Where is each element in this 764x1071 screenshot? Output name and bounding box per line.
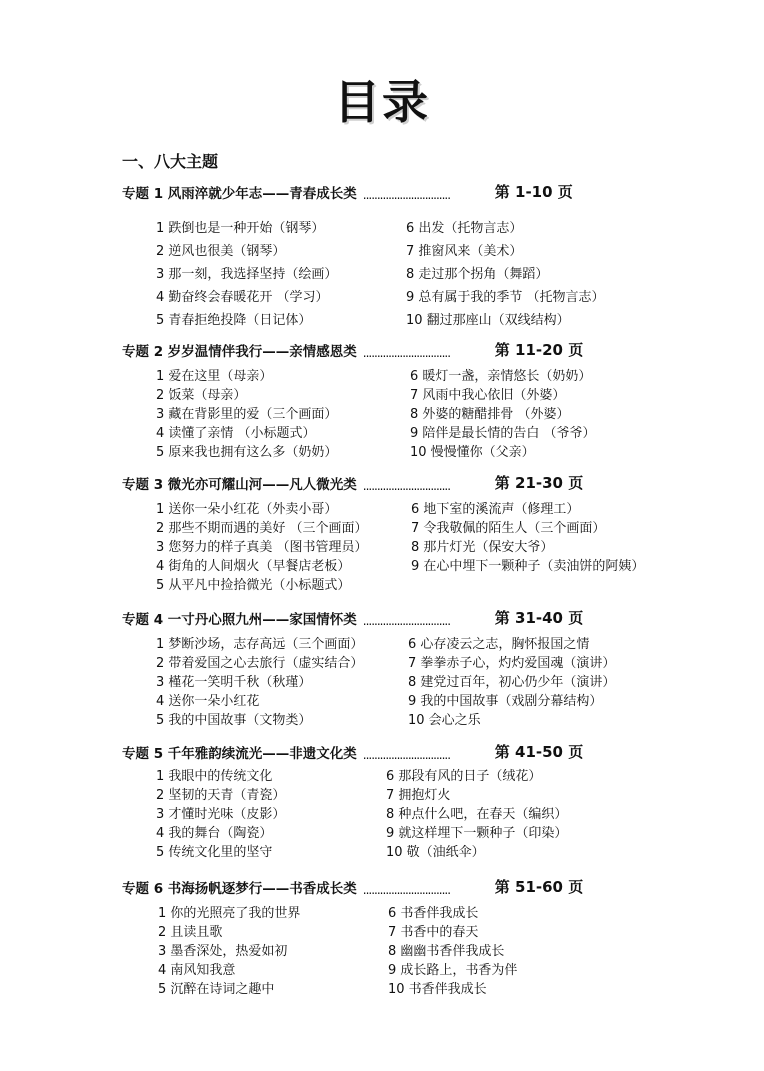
entry-list-right [411,500,661,595]
entry-list-left [156,500,368,595]
list-item: 8 幽幽书香伴我成长 [388,944,505,959]
leader-dots: ............................... [362,346,451,360]
leader-dots: ............................... [362,748,451,762]
topic-5 [122,741,682,871]
topic-header [122,607,682,628]
list-item: 6 暖灯一盏，亲情悠长（奶奶） [410,369,592,384]
entry-list-left [158,904,300,999]
list-item: 8 外婆的糖醋排骨 （外婆） [410,407,570,422]
list-item: 3 藏在背影里的爱（三个画面） [156,407,338,422]
list-item: 4 勤奋终会春暖花开 （学习） [156,290,329,305]
section-heading: 一、八大主题 [122,152,219,171]
topic-title: 专题 3 微光亦可耀山河——凡人微光类 [122,477,357,493]
list-item: 7 推窗风来（美术） [406,244,523,259]
page-range: 第 41-50 页 [494,743,584,761]
list-item: 8 建党过百年，初心仍少年（演讲） [408,675,616,690]
leader-dots: ............................... [362,188,451,202]
list-item: 1 爱在这里（母亲） [156,369,273,384]
entry-list-right [408,635,615,730]
entry-list-left [156,219,337,330]
list-item: 6 地下室的溪流声（修理工） [411,502,580,517]
leader-dots: ............................... [362,479,451,493]
list-item: 6 那段有风的日子（绒花） [386,769,542,784]
list-item: 1 梦断沙场，志存高远（三个画面） [156,637,364,652]
list-item: 3 那一刻，我选择坚持（绘画） [156,267,338,282]
page-range: 第 1-10 页 [494,183,573,201]
topic-3 [122,472,682,602]
list-item: 1 送你一朵小红花（外卖小哥） [156,502,338,517]
list-item: 2 那些不期而遇的美好 （三个画面） [156,521,368,536]
list-item: 5 沉醉在诗词之趣中 [158,982,275,997]
topic-title: 专题 1 风雨淬就少年志——青春成长类 [122,186,357,202]
entry-list-left [156,635,363,730]
list-item: 4 读懂了亲情 （小标题式） [156,426,316,441]
list-item: 9 陪伴是最长情的告白 （爷爷） [410,426,596,441]
list-item: 7 拥抱灯火 [386,788,451,803]
topic-header [122,876,682,897]
topic-title: 专题 6 书海扬帆逐梦行——书香成长类 [122,881,357,897]
topic-title: 专题 2 岁岁温情伴我行——亲情感恩类 [122,344,357,360]
list-item: 4 街角的人间烟火（早餐店老板） [156,559,351,574]
list-item: 5 从平凡中捡拾微光（小标题式） [156,578,351,593]
entry-list-left [156,767,285,862]
list-item: 2 坚韧的天青（青瓷） [156,788,286,803]
topic-1 [122,181,682,328]
topic-header [122,472,682,493]
list-item: 1 你的光照亮了我的世界 [158,906,301,921]
page-range: 第 51-60 页 [494,878,584,896]
list-item: 10 翻过那座山（双线结构） [406,313,570,328]
list-item: 5 原来我也拥有这么多（奶奶） [156,445,338,460]
list-item: 2 逆风也很美（钢琴） [156,244,286,259]
list-item: 7 拳拳赤子心，灼灼爱国魂（演讲） [408,656,616,671]
list-item: 8 那片灯光（保安大爷） [411,540,554,555]
topic-title: 专题 5 千年雅韵续流光——非遗文化类 [122,746,357,762]
list-item: 3 槿花一笑明千秋（秋瑾） [156,675,312,690]
leader-dots: ............................... [362,883,451,897]
list-item: 9 在心中埋下一颗种子（卖油饼的阿姨） [411,559,645,574]
topic-header [122,181,682,202]
list-item: 2 且读且歌 [158,925,223,940]
topic-header [122,339,682,360]
list-item: 10 敬（油纸伞） [386,845,485,860]
list-item: 1 我眼中的传统文化 [156,769,273,784]
list-item: 5 传统文化里的坚守 [156,845,273,860]
entry-list-right [410,367,596,462]
entry-list-right [406,219,605,330]
list-item: 8 种点什么吧，在春天（编织） [386,807,568,822]
list-item: 10 会心之乐 [408,713,481,728]
entry-list-right [388,904,517,999]
page-range: 第 21-30 页 [494,474,584,492]
list-item: 9 成长路上，书香为伴 [388,963,518,978]
list-item: 2 饭菜（母亲） [156,388,247,403]
topic-header [122,741,682,762]
list-item: 7 书香中的春天 [388,925,479,940]
list-item: 6 出发（托物言志） [406,221,523,236]
entry-list-right [386,767,567,862]
list-item: 3 您努力的样子真美 （图书管理员） [156,540,368,555]
list-item: 8 走过那个拐角（舞蹈） [406,267,549,282]
list-item: 2 带着爱国之心去旅行（虚实结合） [156,656,364,671]
list-item: 6 书香伴我成长 [388,906,479,921]
list-item: 4 南风知我意 [158,963,236,978]
leader-dots: ............................... [362,614,451,628]
list-item: 3 才懂时光味（皮影） [156,807,286,822]
list-item: 9 总有属于我的季节 （托物言志） [406,290,605,305]
page-title: 目录 [334,75,430,129]
entry-list-left [156,367,337,462]
list-item: 6 心存凌云之志，胸怀报国之情 [408,637,590,652]
list-item: 4 送你一朵小红花 [156,694,260,709]
topic-title: 专题 4 一寸丹心照九州——家国情怀类 [122,612,357,628]
page-range: 第 31-40 页 [494,609,584,627]
list-item: 4 我的舞台（陶瓷） [156,826,273,841]
page-range: 第 11-20 页 [494,341,584,359]
list-item: 9 我的中国故事（戏剧分幕结构） [408,694,603,709]
list-item: 10 慢慢懂你（父亲） [410,445,535,460]
topic-6 [122,876,682,1006]
list-item: 5 青春拒绝投降（日记体） [156,313,312,328]
list-item: 7 风雨中我心依旧（外婆） [410,388,566,403]
list-item: 9 就这样埋下一颗种子（印染） [386,826,568,841]
list-item: 10 书香伴我成长 [388,982,487,997]
list-item: 3 墨香深处，热爱如初 [158,944,288,959]
topic-4 [122,607,682,737]
list-item: 5 我的中国故事（文物类） [156,713,312,728]
topic-2 [122,339,682,469]
list-item: 1 跌倒也是一种开始（钢琴） [156,221,325,236]
list-item: 7 令我敬佩的陌生人（三个画面） [411,521,606,536]
